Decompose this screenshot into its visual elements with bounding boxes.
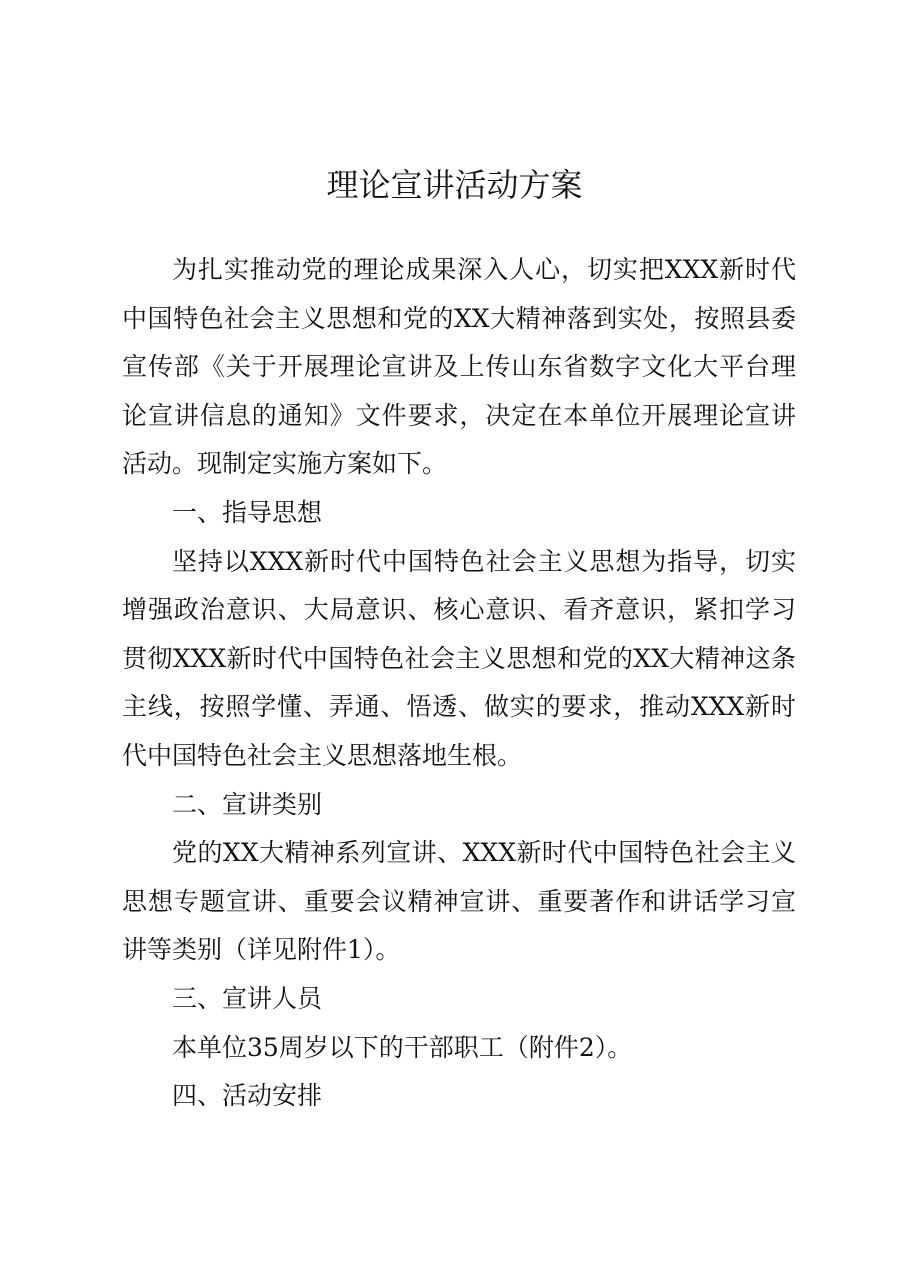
paragraph-lecture-personnel: 本单位35周岁以下的干部职工（附件2）。 [172, 1032, 633, 1062]
document-title: 理论宣讲活动方案 [326, 166, 583, 204]
paragraph-guiding-ideology: 坚持以XXX新时代中国特色社会主义思想为指导，切实增强政治意识、大局意识、核心意识、看齐意识，紧扣学习贯彻XXX新时代中国特色社会主义思想和党的XX大精神这条主线，按照学懂、弄通、悟透、做实的要求，推动XXX新时代中国特色社会主义思想落地生根。 [122, 546, 796, 770]
heading-guiding-ideology: 一、指导思想 [172, 497, 323, 527]
heading-lecture-categories: 二、宣讲类别 [172, 789, 323, 819]
paragraph-intro: 为扎实推动党的理论成果深入人心，切实把XXX新时代中国特色社会主义思想和党的XX大精神落到实处，按照县委宣传部《关于开展理论宣讲及上传山东省数字文化大平台理论宣讲信息的通知》文件要求，决定在本单位开展理论宣讲活动。现制定实施方案如下。 [122, 255, 796, 479]
heading-lecture-personnel: 三、宣讲人员 [172, 983, 323, 1013]
paragraph-lecture-categories: 党的XX大精神系列宣讲、XXX新时代中国特色社会主义思想专题宣讲、重要会议精神宣讲、重要著作和讲话学习宣讲等类别（详见附件1）。 [122, 838, 796, 965]
document-body [122, 246, 796, 1121]
heading-activity-arrangement: 四、活动安排 [172, 1081, 323, 1111]
